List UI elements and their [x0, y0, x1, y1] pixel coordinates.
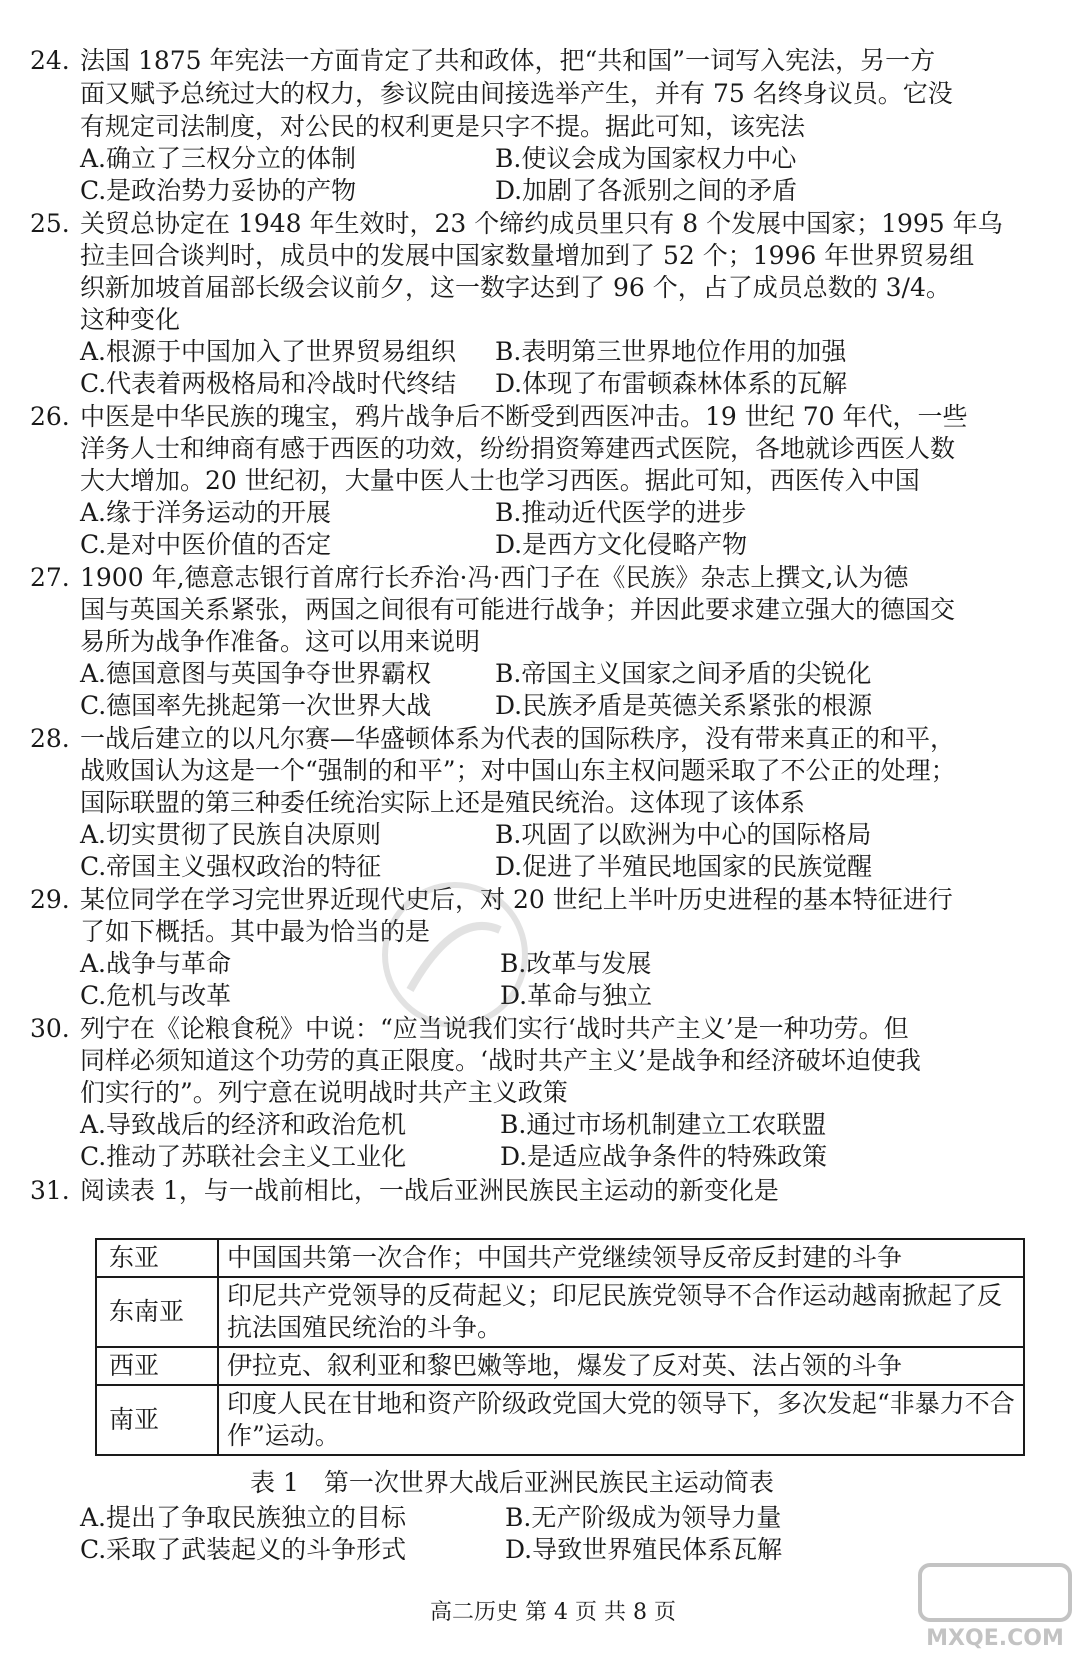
question-number: 26. — [30, 402, 70, 431]
question-text: 中医是中华民族的瑰宝，鸦片战争后不断受到西医冲击。19 世纪 70 年代，一些 — [80, 402, 968, 431]
table-cell-region: 西亚 — [96, 1347, 218, 1385]
question-text: 国际联盟的第三种委任统治实际上还是殖民统治。这体现了该体系 — [80, 788, 806, 817]
option-b: B.通过市场机制建立工农联盟 — [500, 1110, 827, 1139]
question-text: 战败国认为这是一个“强制的和平”；对中国山东主权问题采取了不公正的处理； — [80, 756, 956, 785]
question-text: 了如下概括。其中最为恰当的是 — [80, 917, 431, 946]
option-a: A.根源于中国加入了世界贸易组织 — [80, 337, 457, 366]
option-b: B.推动近代医学的进步 — [495, 498, 747, 527]
question-text: 有规定司法制度，对公民的权利更是只字不提。据此可知，该宪法 — [80, 112, 806, 141]
question-number: 30. — [30, 1014, 70, 1043]
question-number: 31. — [30, 1176, 70, 1205]
question-text: 1900 年,德意志银行首席行长乔治·冯·西门子在《民族》杂志上撰文,认为德 — [80, 563, 909, 592]
question-text: 织新加坡首届部长级会议前夕，这一数字达到了 96 个，占了成员总数的 3/4。 — [80, 273, 951, 302]
table-cell-region: 南亚 — [96, 1385, 218, 1455]
table-cell-region: 东南亚 — [96, 1277, 218, 1347]
option-c: C.危机与改革 — [80, 981, 232, 1010]
question-text: 同样必须知道这个功劳的真正限度。‘战时共产主义’是战争和经济破坏迫使我 — [80, 1046, 921, 1075]
table-cell-region: 东亚 — [96, 1239, 218, 1277]
option-d: D.导致世界殖民体系瓦解 — [505, 1535, 783, 1564]
option-c: C.帝国主义强权政治的特征 — [80, 852, 382, 881]
option-c: C.推动了苏联社会主义工业化 — [80, 1142, 407, 1171]
table-cell-text: 印度人民在甘地和资产阶级政党国大党的领导下，多次发起“非暴力不合作”运动。 — [218, 1385, 1024, 1455]
option-a: A.提出了争取民族独立的目标 — [80, 1503, 407, 1532]
question-text: 某位同学在学习完世界近现代史后，对 20 世纪上半叶历史进程的基本特征进行 — [80, 885, 953, 914]
option-c: C.代表着两极格局和冷战时代终结 — [80, 369, 457, 398]
question-number: 28. — [30, 724, 70, 753]
option-a: A.战争与革命 — [80, 949, 232, 978]
stamp-watermark-icon — [370, 870, 540, 1040]
table-cell-text: 伊拉克、叙利亚和黎巴嫩等地，爆发了反对英、法占领的斗争 — [218, 1347, 1024, 1385]
option-c: C.采取了武装起义的斗争形式 — [80, 1535, 407, 1564]
option-a: A.缘于洋务运动的开展 — [80, 498, 332, 527]
option-d: D.是适应战争条件的特殊政策 — [500, 1142, 828, 1171]
option-b: B.无产阶级成为领导力量 — [505, 1503, 782, 1532]
option-b: B.巩固了以欧洲为中心的国际格局 — [495, 820, 872, 849]
table-row — [96, 1347, 1024, 1385]
option-b: B.帝国主义国家之间矛盾的尖锐化 — [495, 659, 872, 688]
question-text: 关贸总协定在 1948 年生效时，23 个缔约成员里只有 8 个发展中国家；1995 年乌 — [80, 209, 1003, 238]
question-text: 易所为战争作准备。这可以用来说明 — [80, 627, 481, 656]
site-logo-watermark-icon — [910, 1555, 1080, 1655]
option-a: A.切实贯彻了民族自决原则 — [80, 820, 382, 849]
question-text: 这种变化 — [80, 305, 181, 334]
question-number: 25. — [30, 209, 70, 238]
option-b: B.表明第三世界地位作用的加强 — [495, 337, 847, 366]
question-text: 拉圭回合谈判时，成员中的发展中国家数量增加到了 52 个；1996 年世界贸易组 — [80, 241, 975, 270]
option-c: C.是对中医价值的否定 — [80, 530, 332, 559]
question-text: 面又赋予总统过大的权力，参议院由间接选举产生，并有 75 名终身议员。它没 — [80, 79, 953, 108]
table-row — [96, 1385, 1024, 1455]
option-d: D.体现了布雷顿森林体系的瓦解 — [495, 369, 848, 398]
question-text: 国与英国关系紧张，两国之间很有可能进行战争；并因此要求建立强大的德国交 — [80, 595, 956, 624]
table-cell-text: 印尼共产党领导的反荷起义；印尼民族党领导不合作运动越南掀起了反抗法国殖民统治的斗争。 — [218, 1277, 1024, 1347]
table-row — [96, 1239, 1024, 1277]
option-a: A.德国意图与英国争夺世界霸权 — [80, 659, 432, 688]
option-d: D.促进了半殖民地国家的民族觉醒 — [495, 852, 873, 881]
option-c: C.是政治势力妥协的产物 — [80, 176, 357, 205]
option-b: B.使议会成为国家权力中心 — [495, 144, 797, 173]
option-b: B.改革与发展 — [500, 949, 652, 978]
question-number: 24. — [30, 46, 70, 75]
watermark-text: MXQE.COM — [926, 1626, 1064, 1651]
question-text: 一战后建立的以凡尔赛—华盛顿体系为代表的国际秩序，没有带来真正的和平， — [80, 724, 956, 753]
option-d: D.革命与独立 — [500, 981, 653, 1010]
question-text: 们实行的”。列宁意在说明战时共产主义政策 — [80, 1078, 568, 1107]
page-footer: 高二历史 第 4 页 共 8 页 — [430, 1600, 676, 1625]
option-a: A.导致战后的经济和政治危机 — [80, 1110, 407, 1139]
option-d: D.加剧了各派别之间的矛盾 — [495, 176, 798, 205]
table-cell-text: 中国国共第一次合作；中国共产党继续领导反帝反封建的斗争 — [218, 1239, 1024, 1277]
table-caption: 表 1 第一次世界大战后亚洲民族民主运动简表 — [250, 1468, 774, 1497]
question-number: 29. — [30, 885, 70, 914]
question-text: 阅读表 1，与一战前相比，一战后亚洲民族民主运动的新变化是 — [80, 1176, 779, 1205]
question-number: 27. — [30, 563, 70, 592]
option-d: D.是西方文化侵略产物 — [495, 530, 748, 559]
movement-table — [95, 1238, 1025, 1456]
question-text: 法国 1875 年宪法一方面肯定了共和政体，把“共和国”一词写入宪法，另一方 — [80, 46, 936, 75]
option-c: C.德国率先挑起第一次世界大战 — [80, 691, 432, 720]
table-row — [96, 1277, 1024, 1347]
question-text: 大大增加。20 世纪初，大量中医人士也学习西医。据此可知，西医传入中国 — [80, 466, 920, 495]
question-text: 列宁在《论粮食税》中说：“应当说我们实行‘战时共产主义’是一种功劳。但 — [80, 1014, 909, 1043]
option-a: A.确立了三权分立的体制 — [80, 144, 357, 173]
question-text: 洋务人士和绅商有感于西医的功效，纷纷捐资筹建西式医院，各地就诊西医人数 — [80, 434, 956, 463]
option-d: D.民族矛盾是英德关系紧张的根源 — [495, 691, 873, 720]
